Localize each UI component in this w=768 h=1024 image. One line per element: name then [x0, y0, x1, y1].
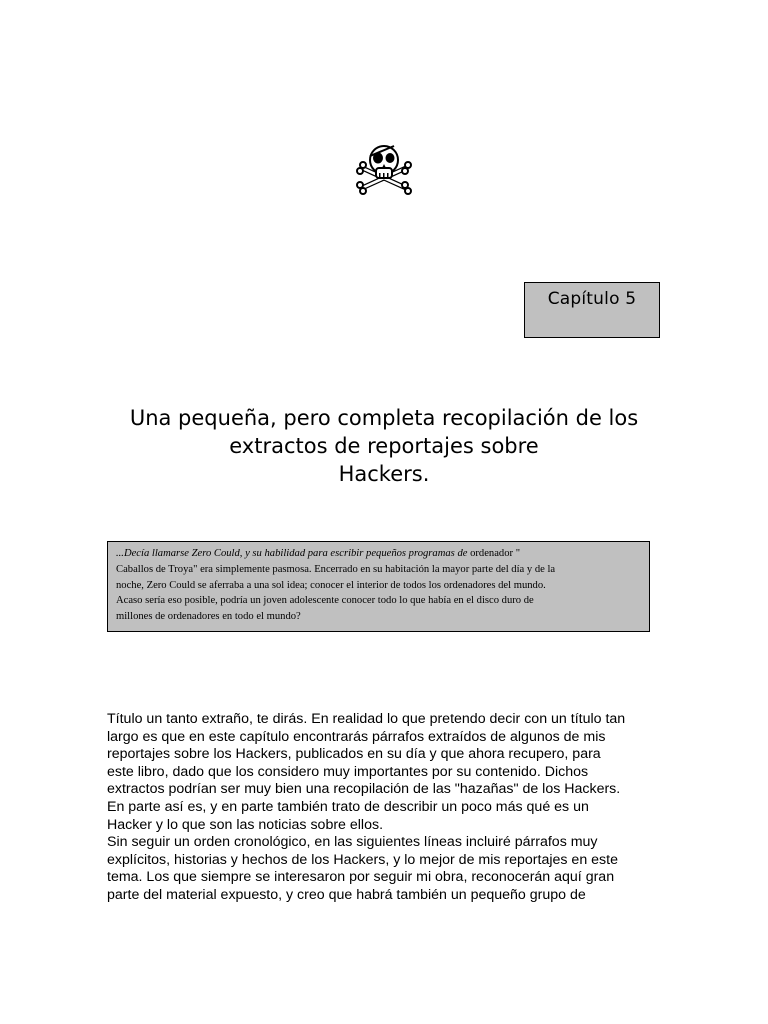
body-line: explícitos, historias y hechos de los Hackers, y lo mejor de mis reportajes en este [107, 851, 618, 868]
quote-italic-text: ...Decía llamarse Zero Could, y su habilidad para escribir pequeños programas de [116, 548, 468, 559]
body-line: Hacker y lo que son las noticias sobre ellos. [107, 816, 384, 833]
title-line: Hackers. [338, 462, 430, 486]
chapter-title [60, 404, 708, 488]
title-line: Una pequeña, pero completa recopilación de los [129, 406, 639, 430]
quote-line: Acaso sería eso posible, podría un joven adolescente conocer todo lo que había en el disco duro de [116, 595, 534, 607]
body-line: Sin seguir un orden cronológico, en las siguientes líneas incluiré párrafos muy [107, 834, 598, 851]
body-line: reportajes sobre los Hackers, publicados en su día y que ahora recupero, para [107, 746, 601, 763]
quote-line: Caballos de Troya" era simplemente pasmosa. Encerrado en su habitación la mayor parte del día y de la [116, 563, 556, 575]
body-paragraph [107, 711, 667, 905]
body-line: En parte así es, y en parte también trato de describir un poco más qué es un [107, 798, 589, 815]
body-line: tema. Los que siempre se interesaron por seguir mi obra, reconocerán aquí gran [107, 869, 615, 886]
chapter-label: Capítulo 5 [547, 289, 637, 309]
skull-crossbones-icon [352, 140, 416, 200]
body-line: parte del material expuesto, y creo que habrá también un pequeño grupo de [107, 886, 586, 903]
title-line: extractos de reportajes sobre [229, 434, 539, 458]
quote-text: ordenador " [467, 548, 521, 559]
quote-line: millones de ordenadores en todo el mundo? [116, 611, 301, 623]
chapter-label-box [524, 282, 660, 338]
body-line: extractos podrían ser muy bien una recopilación de las "hazañas" de los Hackers. [107, 781, 621, 798]
body-line: largo es que en este capítulo encontrarás párrafos extraídos de algunos de mis [107, 728, 606, 745]
quote-line [116, 546, 641, 562]
body-line: este libro, dado que los considero muy importantes por su contenido. Dichos [107, 763, 589, 780]
quote-line: noche, Zero Could se aferraba a una sol idea; conocer el interior de todos los ordenadores del mundo. [116, 579, 546, 591]
quote-box [107, 541, 650, 632]
body-line: Título un tanto extraño, te dirás. En realidad lo que pretendo decir con un título tan [107, 711, 626, 727]
